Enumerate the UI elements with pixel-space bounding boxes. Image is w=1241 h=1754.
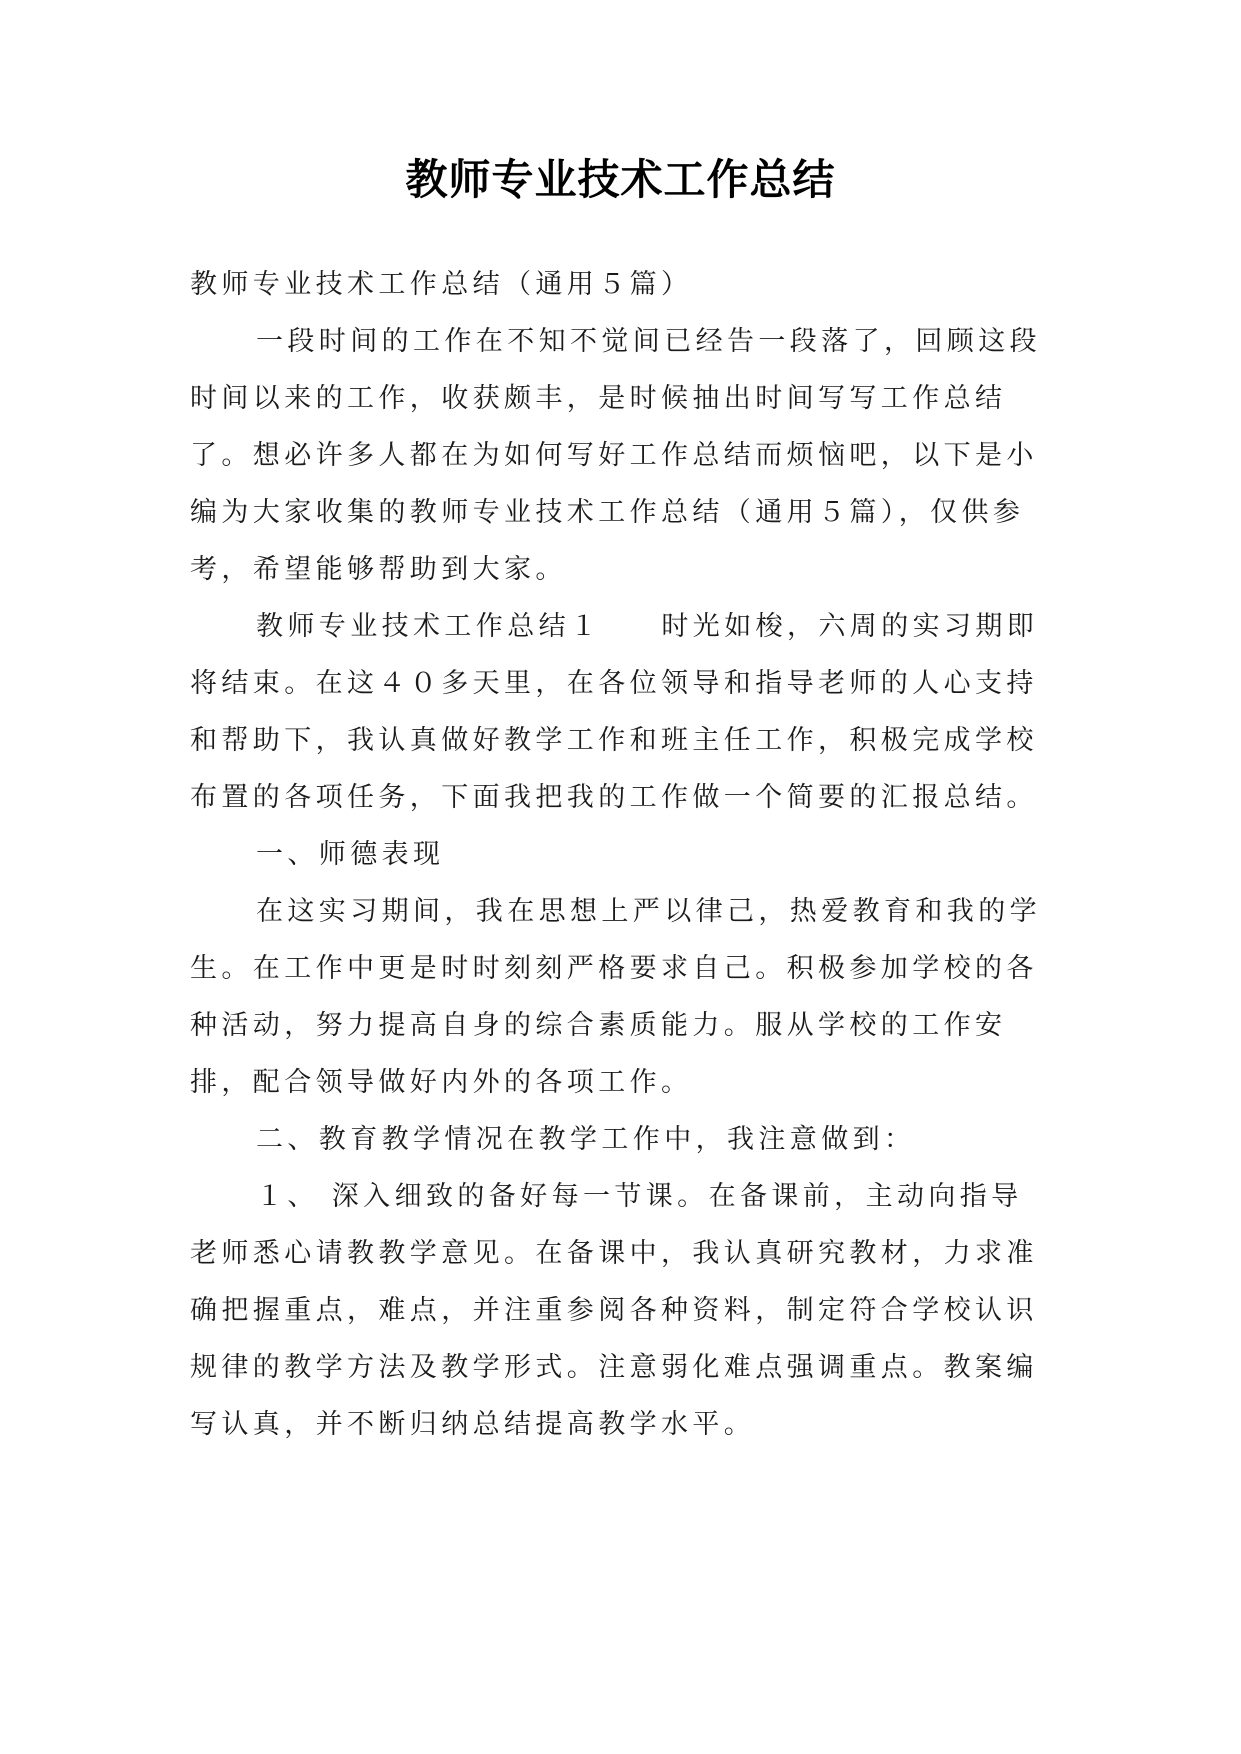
heading-ethics: 一、师德表现 — [256, 839, 445, 870]
section1-text: 时光如梭，六周的实习期即将结束。在这４０多天里，在各位领导和指导老师的人心支持和帮助下，我认真做好教学工作和班主任工作，积极完成学校布置的各项任务，下面我把我的工作做一个简要的汇报总结。 — [190, 611, 1039, 813]
ethics-paragraph: 在这实习期间，我在思想上严以律己，热爱教育和我的学生。在工作中更是时时刻刻严格要求自己。积极参加学校的各种活动，努力提高自身的综合素质能力。服从学校的工作安排，配合领导做好内外的各项工作。 — [190, 896, 1041, 1098]
intro-paragraph: 一段时间的工作在不知不觉间已经告一段落了，回顾这段时间以来的工作，收获颇丰，是时候抽出时间写写工作总结了。想必许多人都在为如何写好工作总结而烦恼吧，以下是小编为大家收集的教师专业技术工作总结（通用５篇），仅供参考，希望能够帮助到大家。 — [190, 326, 1041, 585]
heading-teaching: 二、教育教学情况在教学工作中，我注意做到： — [256, 1124, 916, 1155]
document-body — [190, 256, 1052, 1453]
document-title: 教师专业技术工作总结 — [405, 155, 836, 204]
document-subtitle: 教师专业技术工作总结（通用５篇） — [190, 269, 693, 300]
section1-paragraph — [190, 598, 1052, 826]
teaching-item-1: １、 深入细致的备好每一节课。在备课前，主动向指导老师悉心请教教学意见。在备课中，我认真研究教材，力求准确把握重点，难点，并注重参阅各种资料，制定符合学校认识规律的教学方法及教学形式。注意弱化难点强调重点。教案编写认真，并不断归纳总结提高教学水平。 — [190, 1181, 1038, 1440]
section1-heading: 教师专业技术工作总结１ — [256, 611, 602, 642]
